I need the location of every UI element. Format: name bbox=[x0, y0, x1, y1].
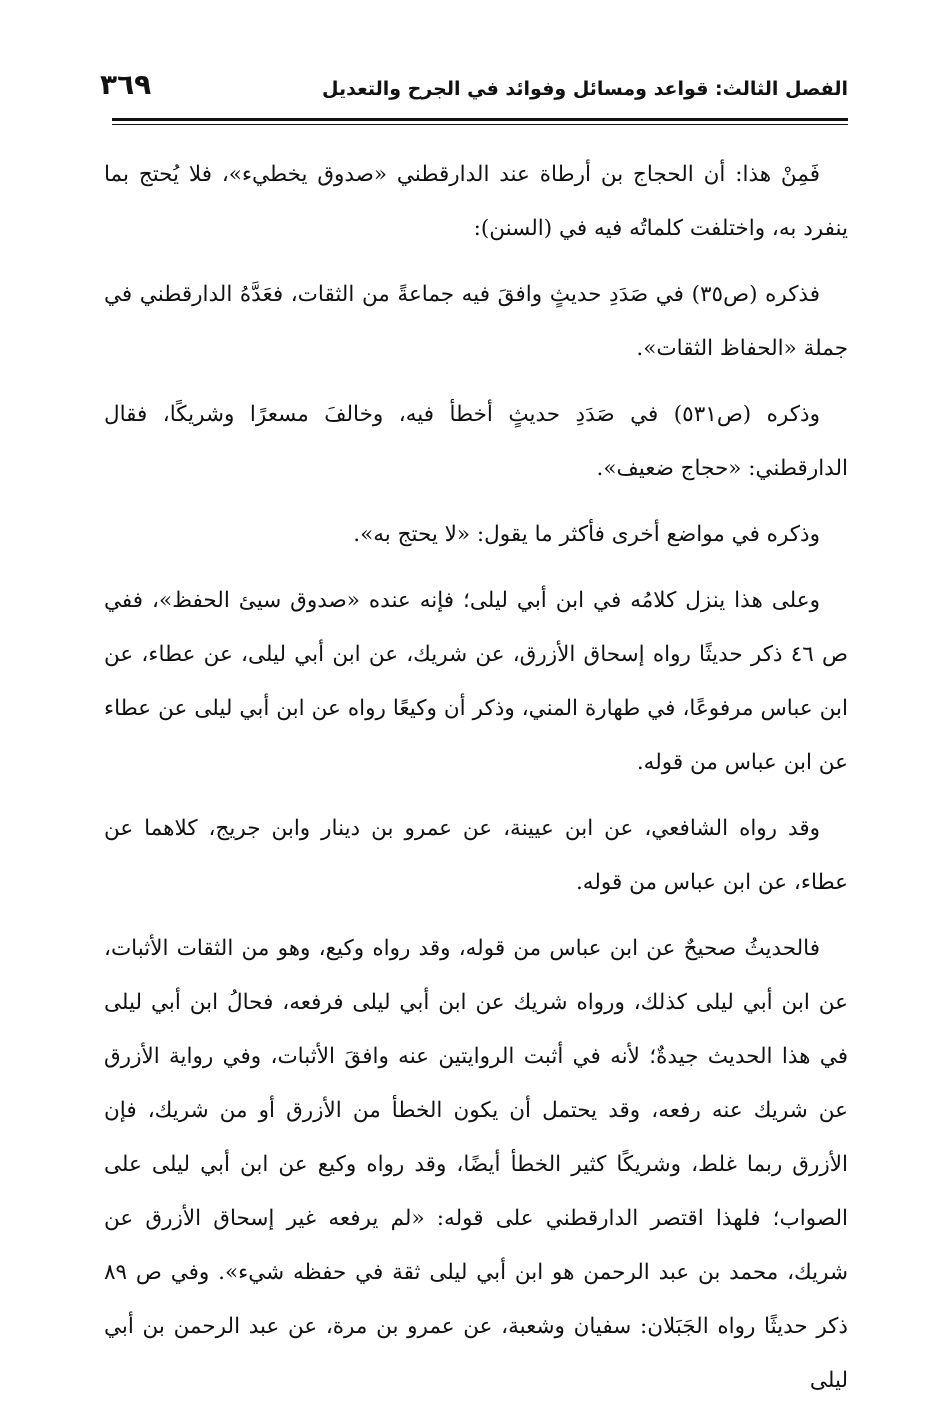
paragraph-7: فالحديثُ صحيحٌ عن ابن عباس من قوله، وقد رواه وكيع، وهو من الثقات الأثبات، عن ابن أبي ليلى كذلك، ورواه شريك عن ابن أبي ليلى فرفعه، فحالُ ابن أبي ليلى في هذا الحديث جيدةٌ؛ لأنه في أثبت الروايتين عنه وافقَ الأثبات، وفي رواية الأزرق عن شريك عنه رفعه، وقد يحتمل أن يكون الخطأ من الأزرق أو من شريك، فإن الأزرق ربما غلط، وشريكًا كثير الخطأ أيضًا، وقد رواه وكيع عن ابن أبي ليلى على الصواب؛ فلهذا اقتصر الدارقطني على قوله: «لم يرفعه غير إسحاق الأزرق عن شريك، محمد بن عبد الرحمن هو ابن أبي ليلى ثقة في حفظه شيء». وفي ص ٨٩ ذكر حديثًا رواه الجَبَلان: سفيان وشعبة، عن عمرو بن مرة، عن عبد الرحمن بن أبي ليلى bbox=[104, 936, 848, 1393]
paragraph-5: وعلى هذا ينزل كلامُه في ابن أبي ليلى؛ فإنه عنده «صدوق سيئ الحفظ»، ففي ص ٤٦ ذكر حديثًا رواه إسحاق الأزرق، عن شريك، عن ابن أبي ليلى، عن عطاء، عن ابن عباس مرفوعًا، في طهارة المني، وذكر أن وكيعًا رواه عن ابن أبي ليلى عن عطاء عن ابن عباس من قوله. bbox=[104, 588, 849, 775]
running-title: الفصل الثالث: قواعد ومسائل وفوائد في الجرح والتعديل bbox=[322, 78, 848, 100]
header-rule-thick bbox=[112, 118, 848, 121]
paragraph-1: فَمِنْ هذا: أن الحجاج بن أرطاة عند الدارقطني «صدوق يخطيء»، فلا يُحتج بما ينفرد به، واختلفت كلماتُه فيه في (السنن): bbox=[104, 162, 848, 241]
page-number: ٣٦٩ bbox=[100, 68, 152, 101]
paragraph-3: وذكره (ص٥٣١) في صَدَدِ حديثٍ أخطأ فيه، وخالفَ مسعرًا وشريكًا، فقال الدارقطني: «حجاج ضعيف». bbox=[104, 402, 848, 481]
paragraph-2: فذكره (ص٣٥) في صَدَدِ حديثٍ وافقَ فيه جماعةً من الثقات، فعَدَّهُ الدارقطني في جملة «الحفاظ الثقات». bbox=[104, 282, 848, 361]
page-header bbox=[100, 66, 848, 110]
paragraph-6: وقد رواه الشافعي، عن ابن عيينة، عن عمرو بن دينار وابن جريج، كلاهما عن عطاء، عن ابن عباس من قوله. bbox=[104, 816, 848, 895]
paragraph-4: وذكره في مواضع أخرى فأكثر ما يقول: «لا يحتج به». bbox=[353, 522, 820, 547]
body-text bbox=[104, 148, 848, 1420]
header-rule-thin bbox=[112, 124, 848, 125]
